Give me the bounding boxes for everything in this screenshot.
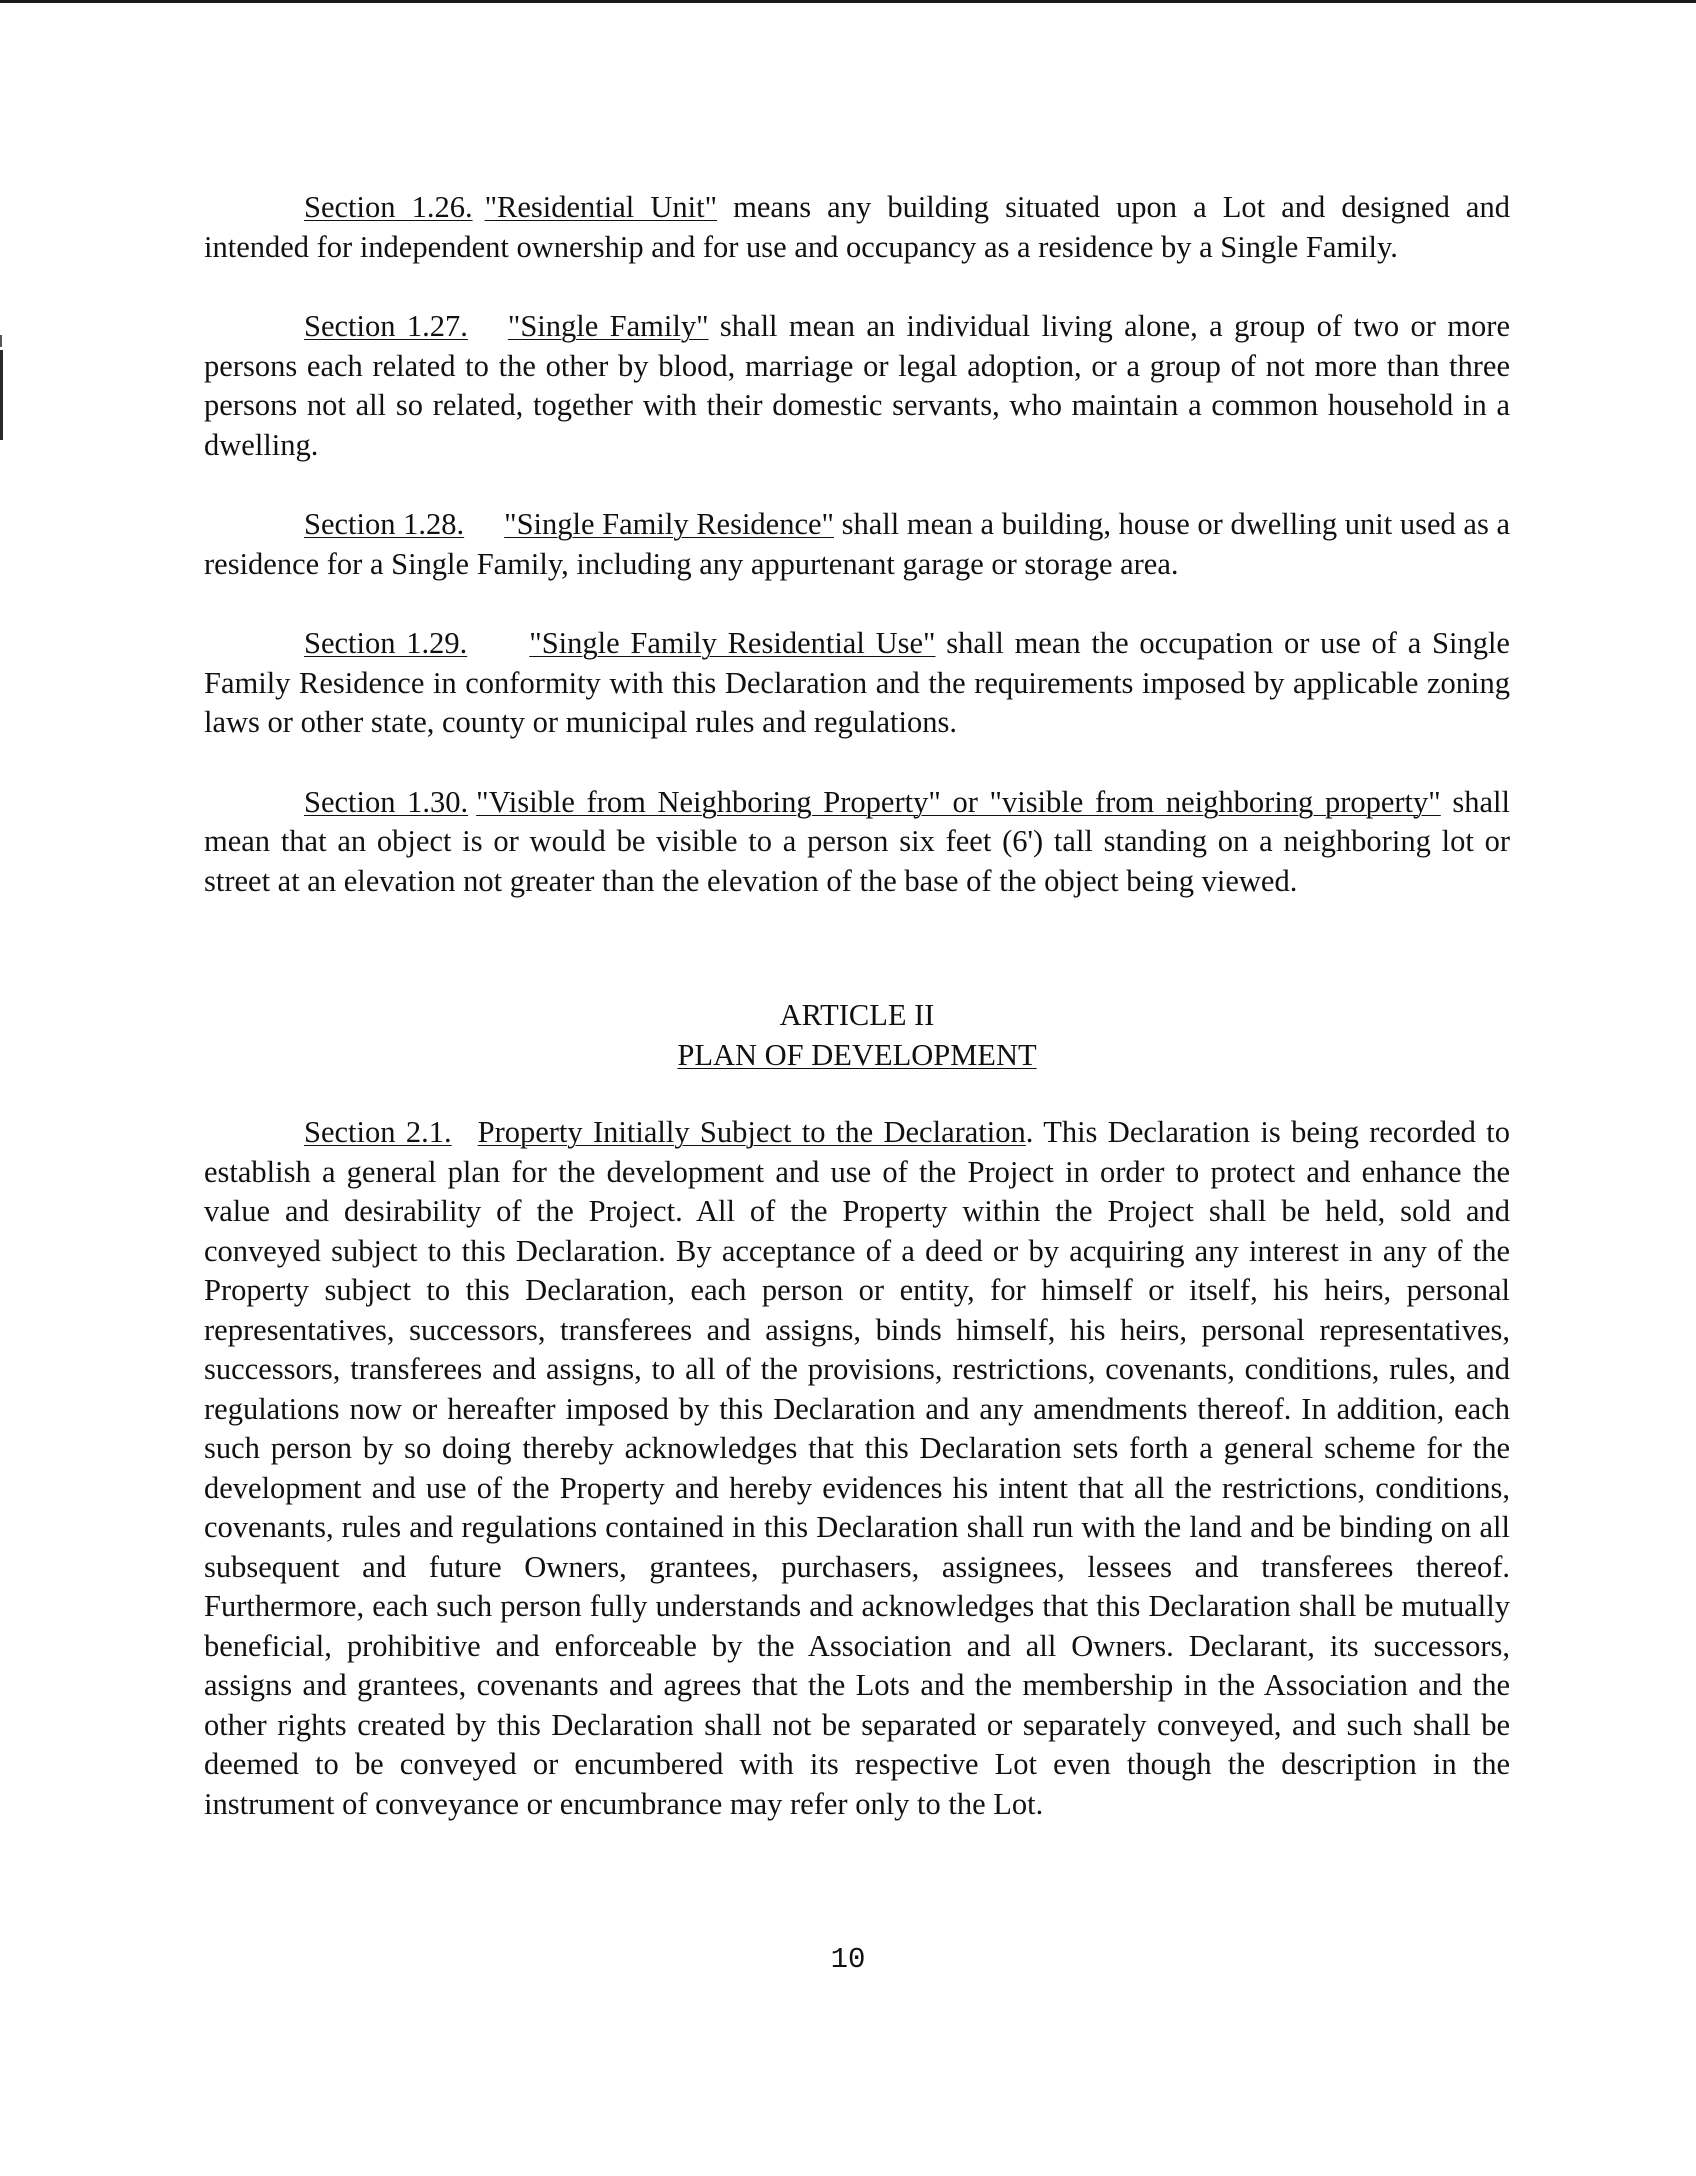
scan-top-edge (0, 0, 1696, 3)
section-1-29 (204, 624, 1510, 743)
section-2-1 (204, 1113, 1510, 1824)
section-body: . This Declaration is being recorded to establish a general plan for the development and use of the Project in order to protect and enhance the value and desirability of the Project. All of the Property within the Project shall be held, sold and conveyed subject to this Declaration. By acceptance of a deed or by acquiring any interest in any of the Property subject to this Declaration, each person or entity, for himself or itself, his heirs, personal representatives, successors, transferees and assigns, binds himself, his heirs, personal representatives, successors, transferees and assigns, to all of the provisions, restrictions, covenants, conditions, rules, and regulations now or hereafter imposed by this Declaration and any amendments thereof. In addition, each such person by so doing thereby acknowledges that this Declaration sets forth a general scheme for the development and use of the Property and hereby evidences his intent that all the restrictions, conditions, covenants, rules and regulations contained in this Declaration shall run with the land and be binding on all subsequent and future Owners, grantees, purchasers, assignees, lessees and transferees thereof. Furthermore, each such person fully understands and acknowledges that this Declaration shall be mutually beneficial, prohibitive and enforceable by the Association and all Owners. Declarant, its successors, assigns and grantees, covenants and agrees that the Lots and the membership in the Association and the other rights created by this Declaration shall not be separated or separately conveyed, and such shall be deemed to be conveyed or encumbered with its respective Lot even though the description in the instrument of conveyance or encumbrance may refer only to the Lot. (204, 1115, 1511, 1821)
section-number: Section 1.28. (304, 507, 465, 541)
section-body: means any building situated upon a Lot and designed and intended for independent ownership and for use and occupancy as a residence by a Single Family. (204, 190, 1510, 264)
scan-binding-mark (0, 350, 3, 440)
section-number: Section 2.1. (304, 1115, 452, 1149)
section-title: Property Initially Subject to the Declaration (477, 1115, 1026, 1149)
section-body: shall mean that an object is or would be visible to a person six feet (6') tall standing on a neighboring lot or street at an elevation not greater than the elevation of the base of the object being viewed. (204, 784, 1510, 898)
section-1-26 (204, 188, 1510, 267)
section-title: "Visible from Neighboring Property" or "visible from neighboring property" (476, 784, 1441, 819)
section-title: "Single Family Residence" (504, 507, 834, 541)
section-1-28 (204, 505, 1510, 584)
section-body: shall mean the occupation or use of a Single Family Residence in conformity with this Declaration and the requirements imposed by applicable zoning laws or other state, county or municipal rules and regulations. (204, 626, 1510, 739)
article-heading-block (204, 996, 1510, 1075)
section-title: "Residential Unit" (484, 190, 718, 224)
section-body: shall mean a building, house or dwelling unit used as a residence for a Single Family, including any appurtenant garage or storage area. (204, 507, 1510, 581)
section-number: Section 1.27. (304, 309, 468, 343)
section-number: Section 1.26. (304, 190, 473, 224)
document-page (204, 188, 1510, 1824)
section-number: Section 1.29. (304, 626, 468, 660)
section-1-30 (204, 783, 1510, 902)
section-body: shall mean an individual living alone, a group of two or more persons each related to the other by blood, marriage or legal adoption, or a group of not more than three persons not all so related, together with their domestic servants, who maintain a common household in a dwelling. (204, 309, 1510, 462)
scan-binding-mark (0, 335, 2, 347)
section-title: "Single Family" (507, 309, 709, 343)
section-title: "Single Family Residential Use" (529, 626, 936, 660)
article-title: PLAN OF DEVELOPMENT (677, 1037, 1037, 1072)
article-label: ARTICLE II (779, 998, 935, 1032)
page-number: 10 (830, 1943, 866, 1976)
section-1-27 (204, 307, 1510, 465)
section-number: Section 1.30. (304, 784, 469, 819)
